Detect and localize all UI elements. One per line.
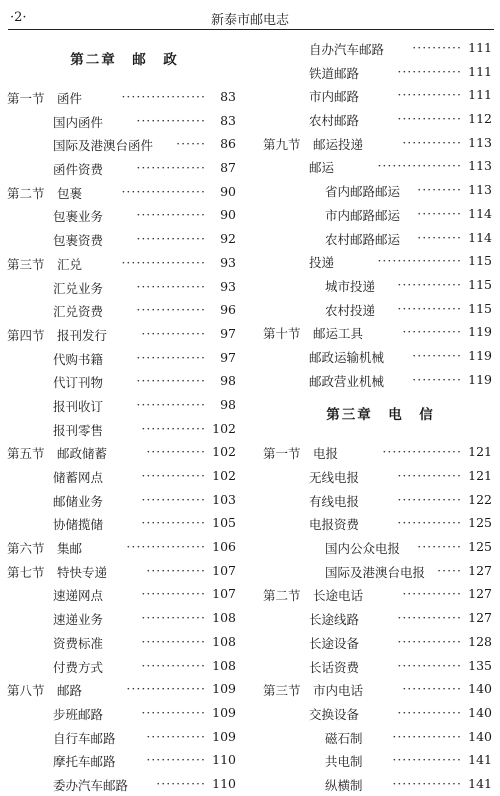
toc-page-number: 135 bbox=[468, 657, 492, 673]
toc-entry-label: 市内邮路 bbox=[309, 89, 360, 105]
toc-leader-dots: ·········· bbox=[412, 40, 462, 55]
toc-subentry bbox=[7, 772, 242, 796]
toc-page-number: 140 bbox=[468, 681, 492, 697]
toc-leader-dots: ············· bbox=[141, 325, 206, 341]
toc-subentry bbox=[7, 369, 242, 393]
toc-entry-label: 铁道邮路 bbox=[309, 65, 360, 81]
toc-entry-label: 第九节 邮运投递 bbox=[263, 136, 364, 152]
toc-page-number: 114 bbox=[468, 205, 492, 221]
toc-subentry bbox=[263, 559, 498, 583]
toc-entry-label: 第一节 函件 bbox=[7, 91, 83, 106]
toc-page-number: 102 bbox=[212, 444, 236, 460]
toc-entry-label: 国际及港澳台函件 bbox=[53, 138, 154, 154]
chapter-title: 第三章 电 信 bbox=[326, 407, 435, 424]
toc-leader-dots: ·········· bbox=[412, 347, 462, 363]
page-number: ·2· bbox=[10, 10, 27, 25]
toc-page-number: 93 bbox=[220, 254, 236, 270]
toc-leader-dots: ·············· bbox=[392, 752, 462, 768]
toc-subentry bbox=[7, 748, 242, 772]
toc-list bbox=[7, 85, 242, 796]
toc-page-number: 111 bbox=[468, 40, 492, 55]
toc-leader-dots: ················· bbox=[121, 183, 206, 199]
toc-page-number: 87 bbox=[220, 160, 236, 176]
toc-subentry bbox=[7, 630, 242, 654]
toc-leader-dots: ·············· bbox=[136, 112, 206, 128]
toc-entry-label: 报刊零售 bbox=[53, 422, 104, 438]
toc-subentry bbox=[7, 132, 242, 156]
toc-subentry bbox=[263, 630, 498, 654]
toc-entry-label: 农村邮路邮运 bbox=[325, 231, 401, 247]
toc-page-number: 106 bbox=[212, 539, 236, 555]
chapter-title: 第二章 邮 政 bbox=[70, 52, 179, 68]
toc-entry-label: 自办汽车邮路 bbox=[309, 42, 385, 57]
toc-subentry bbox=[263, 654, 498, 678]
toc-section-entry bbox=[7, 85, 242, 109]
running-title: 新泰市邮电志 bbox=[210, 13, 289, 28]
toc-page-number: 119 bbox=[468, 371, 492, 387]
toc-entry-label: 包裹业务 bbox=[53, 209, 104, 225]
toc-leader-dots: ·············· bbox=[136, 231, 206, 247]
toc-subentry bbox=[7, 156, 242, 180]
toc-entry-label: 邮运 bbox=[309, 160, 335, 176]
toc-leader-dots: ············· bbox=[397, 63, 462, 79]
toc-page-number: 98 bbox=[220, 396, 236, 412]
toc-subentry bbox=[263, 202, 498, 226]
toc-leader-dots: ············· bbox=[141, 420, 206, 436]
toc-leader-dots: ············· bbox=[397, 657, 462, 673]
toc-leader-dots: ············· bbox=[141, 633, 206, 649]
toc-leader-dots: ············ bbox=[146, 728, 206, 744]
toc-leader-dots: ······ bbox=[176, 136, 206, 152]
toc-leader-dots: ············· bbox=[397, 610, 462, 626]
toc-leader-dots: ········· bbox=[417, 539, 462, 555]
toc-list bbox=[263, 440, 498, 795]
toc-entry-label: 报刊收订 bbox=[53, 398, 104, 414]
toc-page-number: 90 bbox=[220, 183, 236, 199]
toc-section-entry bbox=[7, 180, 242, 204]
toc-leader-dots: ·············· bbox=[392, 728, 462, 744]
toc-page-number: 140 bbox=[468, 704, 492, 720]
toc-subentry bbox=[263, 772, 498, 796]
toc-page-number: 98 bbox=[220, 373, 236, 389]
toc-page-number: 96 bbox=[220, 302, 236, 318]
toc-entry-label: 市内邮路邮运 bbox=[325, 207, 401, 223]
toc-subentry bbox=[7, 227, 242, 251]
toc-leader-dots: ················ bbox=[126, 539, 206, 555]
toc-leader-dots: ················ bbox=[126, 681, 206, 697]
toc-leader-dots: ············· bbox=[397, 87, 462, 103]
toc-leader-dots: ············· bbox=[141, 704, 206, 720]
page-header bbox=[0, 0, 500, 30]
toc-subentry bbox=[263, 488, 498, 512]
toc-page-number: 83 bbox=[220, 112, 236, 128]
toc-entry-label: 第十节 邮运工具 bbox=[263, 326, 364, 342]
toc-subentry bbox=[263, 344, 498, 368]
toc-entry-label: 国内函件 bbox=[53, 114, 104, 130]
toc-page-number: 90 bbox=[220, 207, 236, 223]
toc-section-entry bbox=[263, 320, 498, 344]
toc-leader-dots: ········· bbox=[417, 229, 462, 245]
toc-subentry bbox=[7, 464, 242, 488]
toc-entry-label: 汇兑业务 bbox=[53, 280, 104, 296]
toc-entry-label: 邮储业务 bbox=[53, 493, 104, 509]
toc-subentry bbox=[263, 107, 498, 131]
toc-leader-dots: ············ bbox=[402, 134, 462, 150]
toc-entry-label: 函件资费 bbox=[53, 162, 104, 178]
toc-subentry bbox=[7, 346, 242, 370]
toc-page-number: 110 bbox=[212, 752, 236, 768]
toc-leader-dots: ················ bbox=[382, 444, 462, 460]
toc-leader-dots: ········· bbox=[417, 182, 462, 198]
toc-subentry bbox=[263, 511, 498, 535]
toc-entry-label: 第六节 集邮 bbox=[7, 541, 83, 557]
toc-entry-label: 付费方式 bbox=[53, 659, 104, 675]
toc-section-entry bbox=[7, 251, 242, 275]
toc-entry-label: 储蓄网点 bbox=[53, 470, 104, 485]
toc-leader-dots: ·········· bbox=[412, 371, 462, 387]
toc-leader-dots: ·············· bbox=[136, 349, 206, 365]
toc-section-entry bbox=[263, 582, 498, 606]
toc-page-number: 112 bbox=[468, 111, 492, 127]
toc-section-entry bbox=[7, 440, 242, 464]
toc-subentry bbox=[7, 203, 242, 227]
toc-leader-dots: ·············· bbox=[136, 373, 206, 389]
toc-page-number: 128 bbox=[468, 633, 492, 649]
toc-page-number: 109 bbox=[212, 728, 236, 744]
toc-leader-dots: ············ bbox=[146, 444, 206, 460]
toc-leader-dots: ············ bbox=[402, 586, 462, 602]
toc-leader-dots: ············· bbox=[397, 468, 462, 483]
toc-entry-label: 第八节 邮路 bbox=[7, 683, 83, 699]
toc-entry-label: 交换设备 bbox=[309, 706, 360, 722]
toc-page-number: 109 bbox=[212, 704, 236, 720]
toc-entry-label: 第三节 市内电话 bbox=[263, 683, 364, 699]
toc-leader-dots: ············· bbox=[141, 586, 206, 602]
toc-page-number: 141 bbox=[468, 775, 492, 791]
toc-entry-label: 第二节 长途电话 bbox=[263, 588, 364, 604]
toc-leader-dots: ············· bbox=[141, 468, 206, 483]
toc-subentry bbox=[7, 417, 242, 441]
toc-section-entry bbox=[7, 322, 242, 346]
toc-page-number: 108 bbox=[212, 610, 236, 626]
toc-entry-label: 第三节 汇兑 bbox=[7, 256, 83, 272]
toc-entry-label: 电报资费 bbox=[309, 517, 360, 533]
toc-entry-label: 国际及港澳台电报 bbox=[325, 564, 426, 580]
toc-page-number: 127 bbox=[468, 586, 492, 602]
toc-subentry bbox=[7, 488, 242, 512]
toc-entry-label: 第二节 包裹 bbox=[7, 185, 83, 201]
toc-page-number: 127 bbox=[468, 562, 492, 578]
toc-page-number: 121 bbox=[468, 468, 492, 483]
toc-page-number: 115 bbox=[468, 300, 492, 316]
toc-page-number: 119 bbox=[468, 324, 492, 340]
toc-section-entry bbox=[7, 535, 242, 559]
toc-subentry bbox=[263, 368, 498, 392]
toc-leader-dots: ············· bbox=[397, 111, 462, 127]
toc-page-number: 127 bbox=[468, 610, 492, 626]
toc-page-number: 122 bbox=[468, 491, 492, 507]
toc-leader-dots: ············· bbox=[397, 704, 462, 720]
toc-right-column bbox=[263, 36, 498, 796]
toc-entry-label: 包裹资费 bbox=[53, 233, 104, 249]
toc-subentry bbox=[7, 606, 242, 630]
toc-leader-dots: ·········· bbox=[156, 775, 206, 791]
header-rule bbox=[8, 29, 494, 30]
toc-entry-label: 无线电报 bbox=[309, 470, 360, 485]
toc-leader-dots: ············· bbox=[397, 633, 462, 649]
toc-subentry bbox=[7, 701, 242, 725]
toc-entry-label: 汇兑资费 bbox=[53, 304, 104, 320]
toc-leader-dots: ················· bbox=[121, 89, 206, 104]
toc-subentry bbox=[263, 748, 498, 772]
toc-subentry bbox=[263, 83, 498, 107]
toc-leader-dots: ············· bbox=[141, 491, 206, 507]
toc-page-number: 115 bbox=[468, 253, 492, 269]
toc-subentry bbox=[7, 275, 242, 299]
toc-page-number: 141 bbox=[468, 752, 492, 768]
toc-entry-label: 第五节 邮政储蓄 bbox=[7, 446, 108, 462]
toc-page-number: 121 bbox=[468, 444, 492, 460]
toc-subentry bbox=[263, 178, 498, 202]
toc-subentry bbox=[263, 297, 498, 321]
toc-subentry bbox=[263, 701, 498, 725]
toc-page-number: 105 bbox=[212, 515, 236, 531]
toc-page-number: 107 bbox=[212, 586, 236, 602]
toc-page-number: 114 bbox=[468, 229, 492, 245]
toc-subentry bbox=[7, 109, 242, 133]
toc-subentry bbox=[263, 36, 498, 60]
toc-subentry bbox=[263, 154, 498, 178]
toc-entry-label: 长话资费 bbox=[309, 659, 360, 675]
toc-page-number: 108 bbox=[212, 657, 236, 673]
toc-page-number: 102 bbox=[212, 420, 236, 436]
toc-section-entry bbox=[263, 131, 498, 155]
toc-section-entry bbox=[263, 440, 498, 464]
toc-left-column bbox=[7, 36, 242, 796]
toc-entry-label: 速递业务 bbox=[53, 612, 104, 628]
toc-entry-label: 第七节 特快专递 bbox=[7, 564, 108, 580]
toc-page-number: 109 bbox=[212, 681, 236, 697]
toc-page-number: 110 bbox=[212, 775, 236, 791]
toc-leader-dots: ·············· bbox=[136, 278, 206, 294]
toc-entry-label: 委办汽车邮路 bbox=[53, 777, 129, 793]
toc-entry-label: 速递网点 bbox=[53, 588, 104, 604]
toc-entry-label: 共电制 bbox=[325, 754, 363, 770]
toc-leader-dots: ····· bbox=[437, 562, 462, 578]
toc-page-number: 115 bbox=[468, 276, 492, 292]
toc-leader-dots: ········· bbox=[417, 205, 462, 221]
toc-leader-dots: ·············· bbox=[392, 775, 462, 791]
toc-subentry bbox=[263, 226, 498, 250]
toc-subentry bbox=[263, 606, 498, 630]
toc-page-number: 125 bbox=[468, 515, 492, 531]
toc-page-number: 108 bbox=[212, 633, 236, 649]
toc-entry-label: 自行车邮路 bbox=[53, 730, 116, 746]
toc-leader-dots: ·············· bbox=[136, 207, 206, 223]
toc-leader-dots: ·············· bbox=[136, 396, 206, 412]
toc-subentry bbox=[263, 249, 498, 273]
toc-leader-dots: ············· bbox=[141, 610, 206, 626]
toc-entry-label: 省内邮路邮运 bbox=[325, 184, 401, 200]
toc-entry-label: 第四节 报刊发行 bbox=[7, 327, 108, 343]
toc-entry-label: 邮政营业机械 bbox=[309, 373, 385, 389]
toc-subentry bbox=[7, 511, 242, 535]
toc-leader-dots: ············· bbox=[397, 491, 462, 507]
toc-subentry bbox=[7, 298, 242, 322]
toc-entry-label: 协储揽储 bbox=[53, 517, 104, 533]
toc-subentry bbox=[263, 60, 498, 84]
toc-page-number: 97 bbox=[220, 349, 236, 365]
toc-subentry bbox=[263, 535, 498, 559]
toc-subentry bbox=[7, 393, 242, 417]
toc-entry-label: 代购书籍 bbox=[53, 351, 104, 367]
toc-leader-dots: ················· bbox=[377, 253, 462, 269]
toc-page-number: 140 bbox=[468, 728, 492, 744]
toc-entry-label: 国内公众电报 bbox=[325, 541, 401, 557]
toc-entry-label: 农村投递 bbox=[325, 302, 376, 318]
toc-entry-label: 磁石制 bbox=[325, 730, 363, 746]
toc-leader-dots: ············ bbox=[402, 681, 462, 697]
toc-entry-label: 长途线路 bbox=[309, 612, 360, 628]
toc-leader-dots: ············ bbox=[146, 752, 206, 768]
toc-page-number: 125 bbox=[468, 539, 492, 555]
toc-leader-dots: ·············· bbox=[136, 302, 206, 318]
toc-leader-dots: ············· bbox=[397, 276, 462, 292]
toc-list bbox=[263, 36, 498, 391]
toc-entry-label: 农村邮路 bbox=[309, 113, 360, 129]
toc-page-number: 103 bbox=[212, 491, 236, 507]
toc-entry-label: 代订刊物 bbox=[53, 375, 104, 391]
toc-page-number: 97 bbox=[220, 325, 236, 341]
toc-page-number: 92 bbox=[220, 231, 236, 247]
toc-leader-dots: ············ bbox=[146, 562, 206, 578]
toc-entry-label: 步班邮路 bbox=[53, 706, 104, 722]
toc-page-number: 102 bbox=[212, 468, 236, 483]
toc-page-number: 113 bbox=[468, 134, 492, 150]
toc-leader-dots: ················· bbox=[121, 254, 206, 270]
toc-leader-dots: ·············· bbox=[136, 160, 206, 176]
toc-page-number: 111 bbox=[468, 63, 492, 79]
toc-entry-label: 城市投递 bbox=[325, 278, 376, 294]
toc-section-entry bbox=[7, 677, 242, 701]
toc-entry-label: 资费标准 bbox=[53, 635, 104, 651]
toc-leader-dots: ············ bbox=[402, 324, 462, 340]
toc-subentry bbox=[263, 273, 498, 297]
toc-page-number: 86 bbox=[220, 136, 236, 152]
toc-entry-label: 摩托车邮路 bbox=[53, 754, 116, 770]
toc-page-number: 93 bbox=[220, 278, 236, 294]
toc-section-entry bbox=[263, 677, 498, 701]
toc-subentry bbox=[7, 582, 242, 606]
toc-entry-label: 投递 bbox=[309, 255, 335, 271]
toc-page-number: 119 bbox=[468, 347, 492, 363]
toc-entry-label: 纵横制 bbox=[325, 777, 363, 793]
toc-entry-label: 第一节 电报 bbox=[263, 446, 339, 462]
toc-page-number: 111 bbox=[468, 87, 492, 103]
toc-entry-label: 邮政运输机械 bbox=[309, 349, 385, 365]
toc-leader-dots: ············· bbox=[141, 657, 206, 673]
toc-page-number: 113 bbox=[468, 182, 492, 198]
toc-subentry bbox=[7, 654, 242, 678]
toc-page-number: 107 bbox=[212, 562, 236, 578]
toc-entry-label: 长途设备 bbox=[309, 635, 360, 651]
toc-page-number: 113 bbox=[468, 158, 492, 174]
toc-leader-dots: ············· bbox=[397, 515, 462, 531]
toc-leader-dots: ············· bbox=[397, 300, 462, 316]
toc-leader-dots: ············· bbox=[141, 515, 206, 531]
toc-section-entry bbox=[7, 559, 242, 583]
toc-entry-label: 有线电报 bbox=[309, 493, 360, 509]
toc-subentry bbox=[263, 464, 498, 488]
toc-leader-dots: ················· bbox=[377, 158, 462, 174]
toc-page-number: 83 bbox=[220, 89, 236, 104]
